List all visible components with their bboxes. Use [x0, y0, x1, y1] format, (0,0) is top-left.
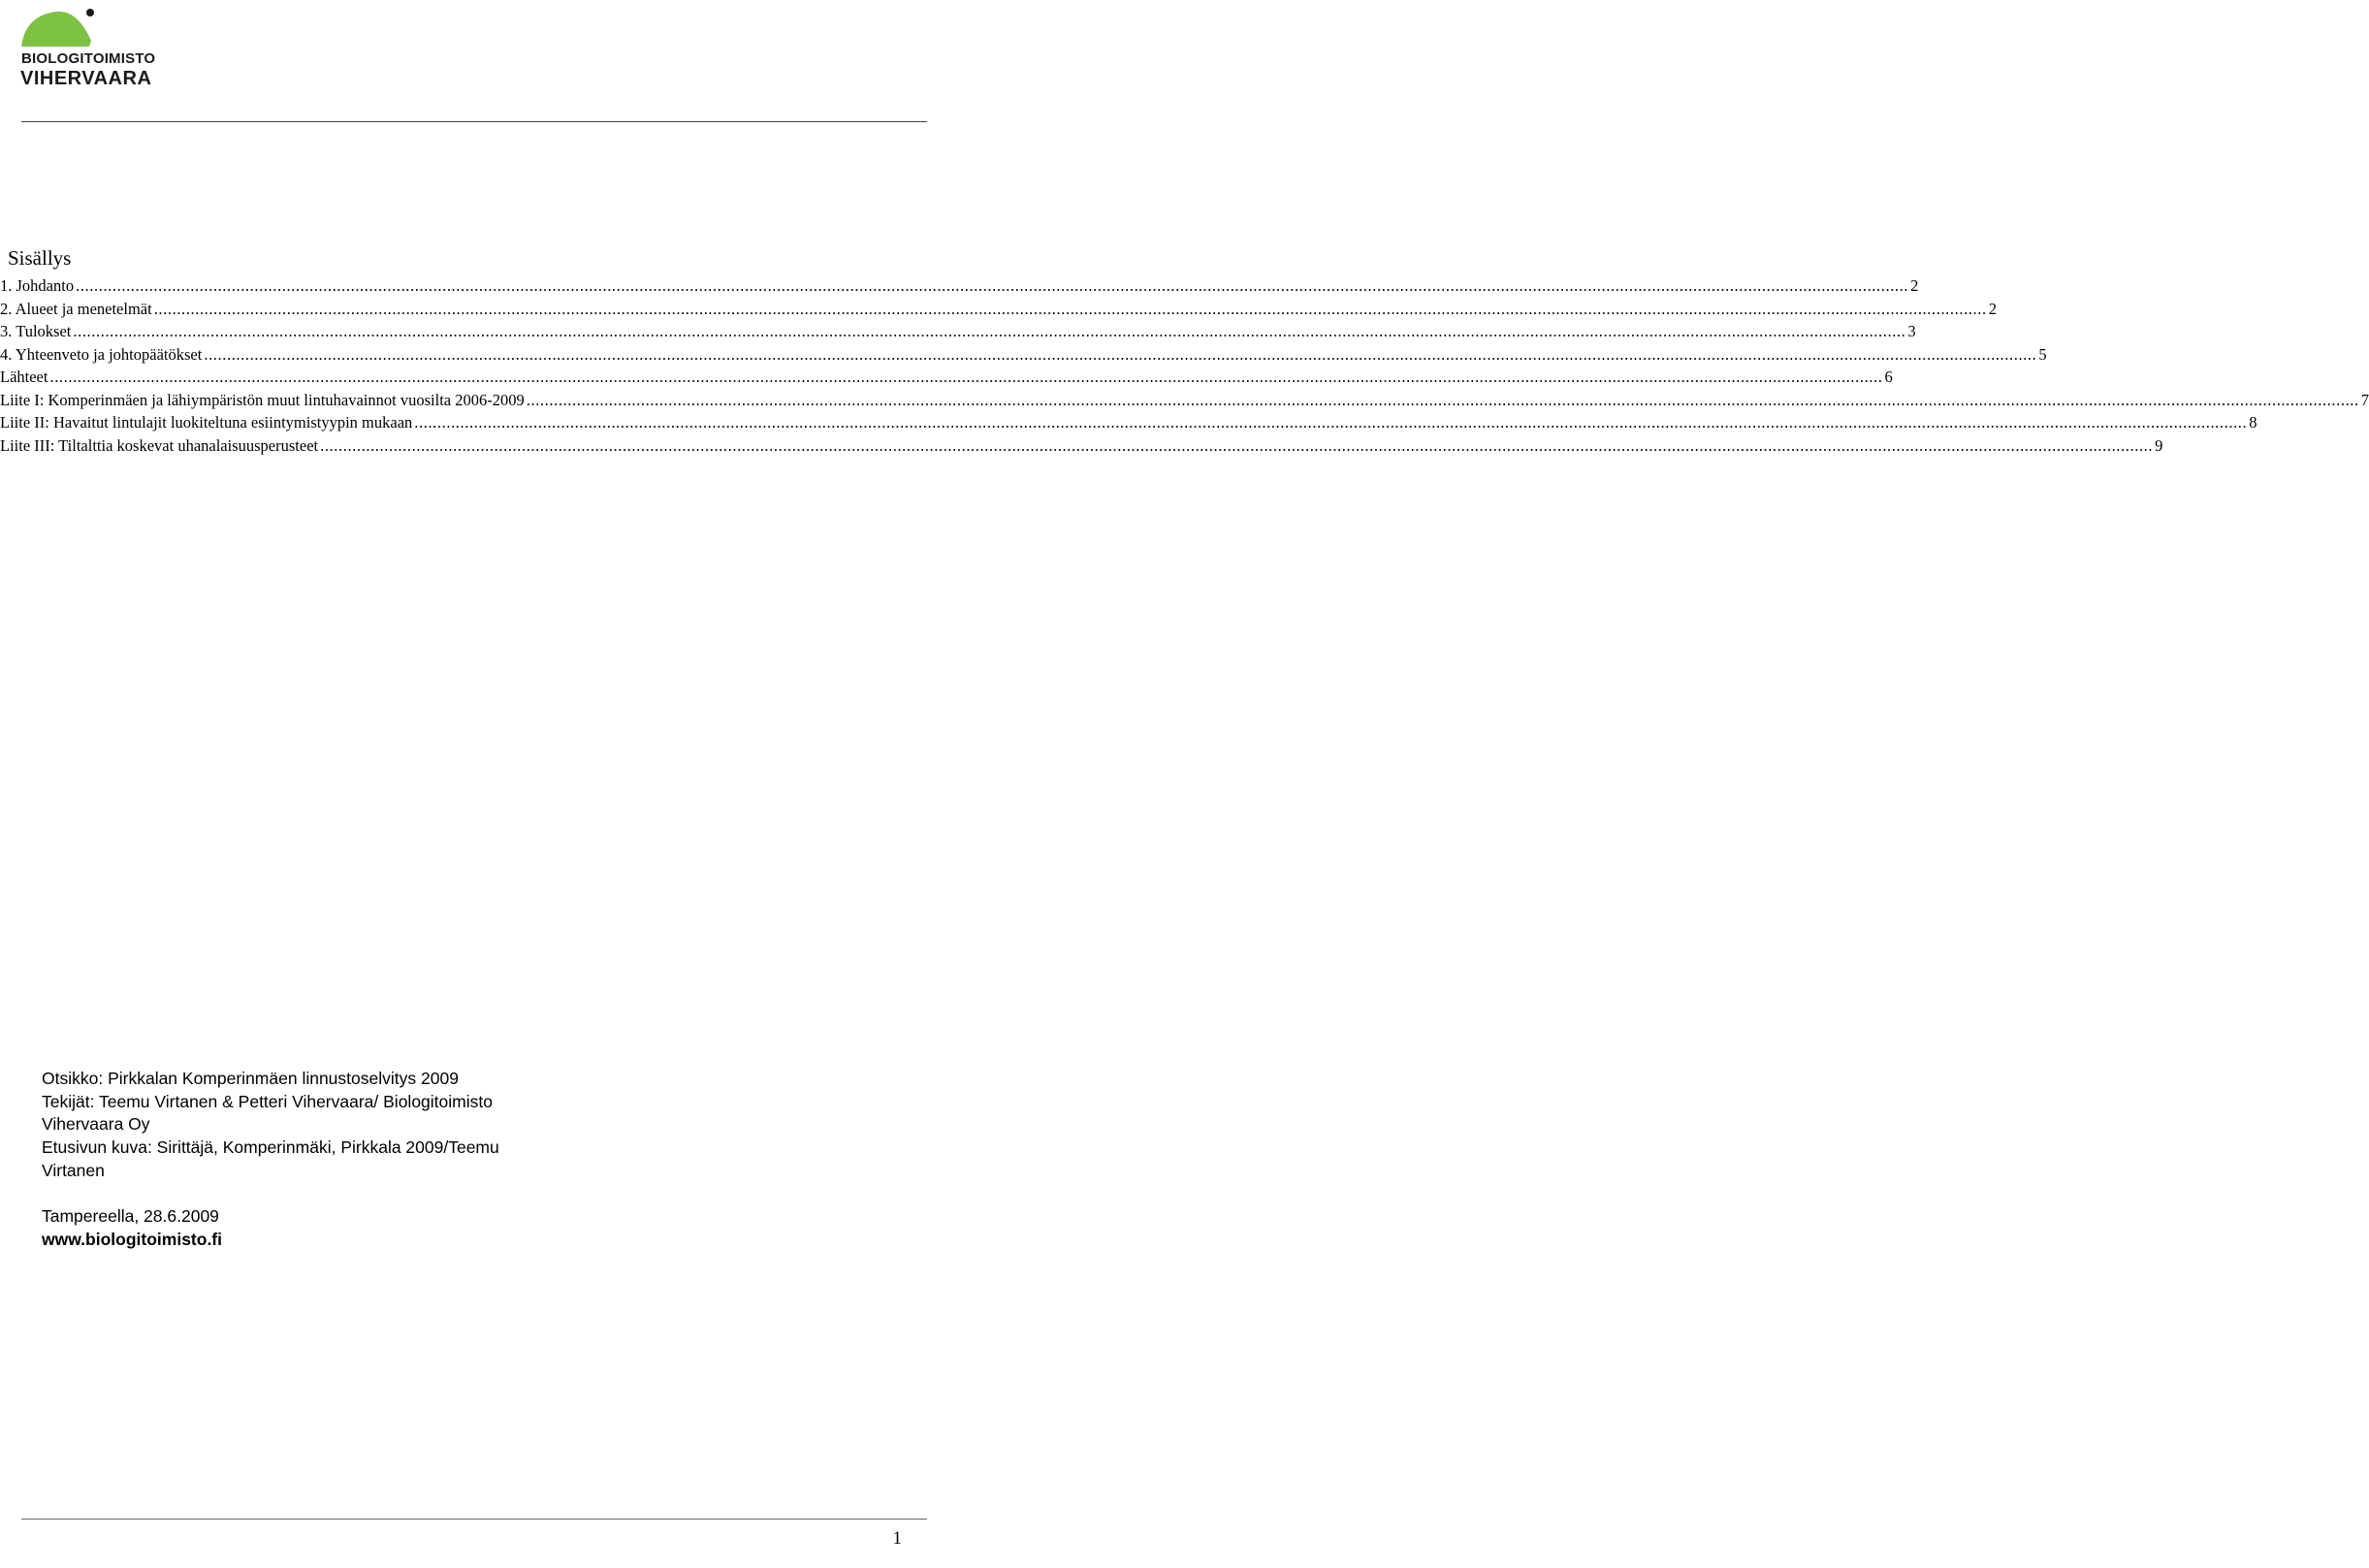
toc-entry-page: 2: [1910, 276, 1919, 295]
logo-text-line2: VIHERVAARA: [20, 68, 152, 89]
toc-entry-label: 2. Alueet ja menetelmät: [0, 299, 152, 318]
toc-entry[interactable]: [0, 434, 2163, 458]
logo-text-line1: BIOLOGITOIMISTO: [21, 50, 156, 67]
toc-entry-label: Liite II: Havaitut lintulajit luokiteltuna esiintymistyypin mukaan: [0, 413, 413, 432]
toc-entry-label: 4. Yhteenveto ja johtopäätökset: [0, 344, 203, 364]
table-of-contents: [0, 274, 2369, 457]
green-hill-logo-icon: [17, 6, 114, 50]
toc-entry-label: 1. Johdanto: [0, 276, 75, 295]
spacer: [42, 1183, 604, 1206]
toc-dot-leader: ................................................................................................................................................................................................................................................................................................................................................................................................................: [73, 322, 1906, 340]
toc-dot-leader: ................................................................................................................................................................................................................................................................................................................................................................................................................: [414, 413, 2248, 432]
toc-dot-leader: ................................................................................................................................................................................................................................................................................................................................................................................................................: [204, 344, 2037, 364]
header-divider: [21, 121, 927, 122]
toc-entry[interactable]: [0, 366, 1893, 389]
company-logo: [17, 6, 163, 89]
toc-entry[interactable]: [0, 320, 1916, 343]
cover-photo-credit-continued: Virtanen: [42, 1160, 105, 1180]
toc-entry-page: 8: [2249, 413, 2257, 432]
page-number: 1: [892, 1528, 902, 1549]
toc-entry-page: 2: [1988, 299, 1997, 318]
toc-entry-page: 5: [2038, 344, 2047, 364]
toc-entry[interactable]: [0, 298, 1997, 321]
document-info: [42, 1068, 604, 1252]
toc-dot-leader: ................................................................................................................................................................................................................................................................................................................................................................................................................: [320, 435, 2154, 455]
toc-dot-leader: ................................................................................................................................................................................................................................................................................................................................................................................................................: [526, 390, 2359, 409]
cover-photo-credit: Etusivun kuva: Sirittäjä, Komperinmäki, Pirkkala 2009/Teemu: [42, 1137, 499, 1158]
toc-entry-label: Lähteet: [0, 368, 48, 386]
toc-entry[interactable]: [0, 274, 1919, 298]
website-link[interactable]: www.biologitoimisto.fi: [42, 1229, 222, 1249]
toc-title: Sisällys: [8, 246, 72, 270]
toc-entry-label: Liite I: Komperinmäen ja lähiympäristön muut lintuhavainnot vuosilta 2006-2009: [0, 390, 525, 409]
toc-entry[interactable]: [0, 343, 2047, 367]
toc-dot-leader: ................................................................................................................................................................................................................................................................................................................................................................................................................: [76, 276, 1909, 295]
toc-dot-leader: ................................................................................................................................................................................................................................................................................................................................................................................................................: [153, 299, 1987, 318]
toc-entry-label: 3. Tulokset: [0, 322, 72, 340]
toc-entry-label: Liite III: Tiltalttia koskevat uhanalaisuusperusteet: [0, 435, 319, 455]
document-title-line: Otsikko: Pirkkalan Komperinmäen linnustoselvitys 2009: [42, 1069, 459, 1088]
toc-entry-page: 9: [2155, 435, 2163, 455]
toc-dot-leader: ................................................................................................................................................................................................................................................................................................................................................................................................................: [49, 368, 1883, 386]
authors-line: Tekijät: Teemu Virtanen & Petteri Vihervaara/ Biologitoimisto: [42, 1091, 493, 1111]
footer-divider: [21, 1519, 927, 1520]
authors-line-continued: Vihervaara Oy: [42, 1114, 150, 1135]
toc-entry-page: 6: [1884, 368, 1893, 386]
toc-entry-page: 7: [2360, 390, 2369, 409]
toc-entry[interactable]: [0, 389, 2369, 412]
toc-entry[interactable]: [0, 411, 2257, 434]
place-and-date: Tampereella, 28.6.2009: [42, 1206, 219, 1227]
toc-entry-page: 3: [1907, 322, 1916, 340]
